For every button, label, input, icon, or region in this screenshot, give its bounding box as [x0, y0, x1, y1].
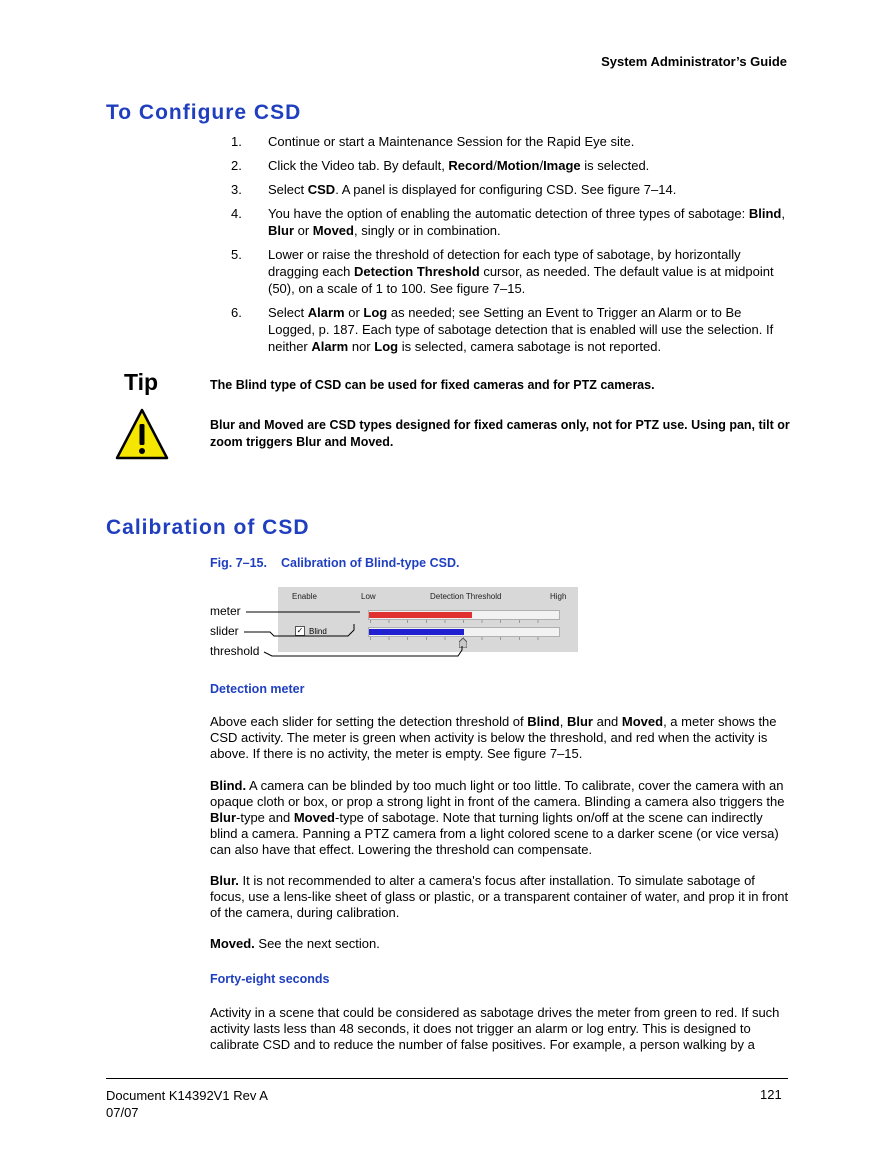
- tip-text-2: Blur and Moved are CSD types designed for fixed cameras only, not for PTZ use. Using pan, tilt or zoom triggers Blur and Moved.: [210, 418, 790, 449]
- blind-checkbox[interactable]: ✓: [296, 626, 304, 635]
- figure-caption: [210, 556, 459, 570]
- step-text: Lower or raise the threshold of detection for each type of sabotage, by horizontally dragging each Detection Threshold cursor, as needed. The default value is at midpoint (50), on a scale of 1 to 100. See figure 7–15.: [268, 247, 774, 296]
- step-item: [231, 157, 791, 174]
- step-item: [231, 181, 791, 198]
- footer-document-id: Document K14392V1 Rev A: [106, 1088, 268, 1103]
- footer-page-number: 121: [760, 1087, 782, 1102]
- footer-doc-info: [106, 1087, 268, 1121]
- detection-threshold-label: Detection Threshold: [430, 592, 502, 601]
- step-number: 4.: [231, 206, 242, 221]
- step-text: Continue or start a Maintenance Session for the Rapid Eye site.: [268, 134, 635, 149]
- step-text: Select Alarm or Log as needed; see Setting an Event to Trigger an Alarm or to Be Logged, p. 187. Each type of sabotage detection that is enabled will use the selection. If neither Alarm nor Log is selected, camera sabotage is not reported.: [268, 305, 774, 354]
- footer-rule: [106, 1078, 788, 1079]
- figure-caption-text: Calibration of Blind-type CSD.: [280, 556, 460, 570]
- tip-text-1: The Blind type of CSD can be used for fixed cameras and for PTZ cameras.: [210, 378, 655, 392]
- high-label: High: [550, 592, 567, 601]
- csd-calibration-figure: [208, 584, 588, 664]
- step-item: [231, 205, 791, 239]
- tip-label: Tip: [124, 369, 159, 395]
- blind-checkbox-label: Blind: [309, 626, 327, 636]
- step-number: 5.: [231, 247, 242, 262]
- step-item: [231, 246, 791, 297]
- callout-slider: slider: [210, 624, 239, 638]
- step-text: Click the Video tab. By default, Record/Motion/Image is selected.: [268, 158, 650, 173]
- step-number: 3.: [231, 182, 242, 197]
- step-item: [231, 133, 791, 150]
- section-title-configure: To Configure CSD: [106, 101, 302, 124]
- step-number: 6.: [231, 305, 242, 320]
- running-header: System Administrator’s Guide: [601, 54, 787, 69]
- step-number: 2.: [231, 158, 242, 173]
- enable-column-label: Enable: [292, 592, 317, 601]
- figure-number: Fig. 7–15.: [210, 556, 267, 570]
- subheading-forty-eight: Forty-eight seconds: [210, 972, 330, 986]
- step-item: [231, 304, 791, 355]
- step-number: 1.: [231, 134, 242, 149]
- paragraph-forty-eight: Activity in a scene that could be considered as sabotage drives the meter from green to red. If such activity lasts less than 48 seconds, it does not trigger an alarm or log entry. This is designed to calibrate CSD and to reduce the number of false positives. For example, a person walking by a: [210, 1005, 780, 1052]
- section-title-calibration: Calibration of CSD: [106, 516, 310, 539]
- callout-leader-lines: [208, 584, 588, 664]
- paragraph-blind: Blind. A camera can be blinded by too much light or too little. To calibrate, cover the camera with an opaque cloth or box, or prop a strong light in front of the camera. Blinding a camera also triggers the Blur-type and Moved-type of sabotage. Note that turning lights on/off at the scene can indirectly blind a camera. Panning a PTZ camera from a light colored scene to a darker scene (or vice versa) can also have that effect. Lowering the threshold can compensate.: [210, 778, 785, 857]
- callout-meter: meter: [210, 604, 241, 618]
- low-label: Low: [361, 592, 376, 601]
- step-text: Select CSD. A panel is displayed for configuring CSD. See figure 7–14.: [268, 182, 677, 197]
- paragraph-meter-intro: Above each slider for setting the detection threshold of Blind, Blur and Moved, a meter shows the CSD activity. The meter is green when activity is below the threshold, and red when the activity is above. If there is no activity, the meter is empty. See figure 7–15.: [210, 714, 777, 761]
- steps-list: [231, 133, 791, 362]
- paragraph-moved: Moved. See the next section.: [210, 936, 380, 951]
- paragraph-blur: Blur. It is not recommended to alter a camera's focus after installation. To simulate sabotage of focus, use a lens-like sheet of glass or plastic, or a transparent container of water, and prop it in front of the camera, during calibration.: [210, 873, 789, 920]
- footer-date: 07/07: [106, 1105, 139, 1120]
- callout-threshold: threshold: [210, 644, 260, 658]
- step-text: You have the option of enabling the automatic detection of three types of sabotage: Blind, Blur or Moved, singly or in combination.: [268, 206, 785, 238]
- subheading-detection-meter: Detection meter: [210, 682, 305, 696]
- warning-icon: [114, 407, 170, 461]
